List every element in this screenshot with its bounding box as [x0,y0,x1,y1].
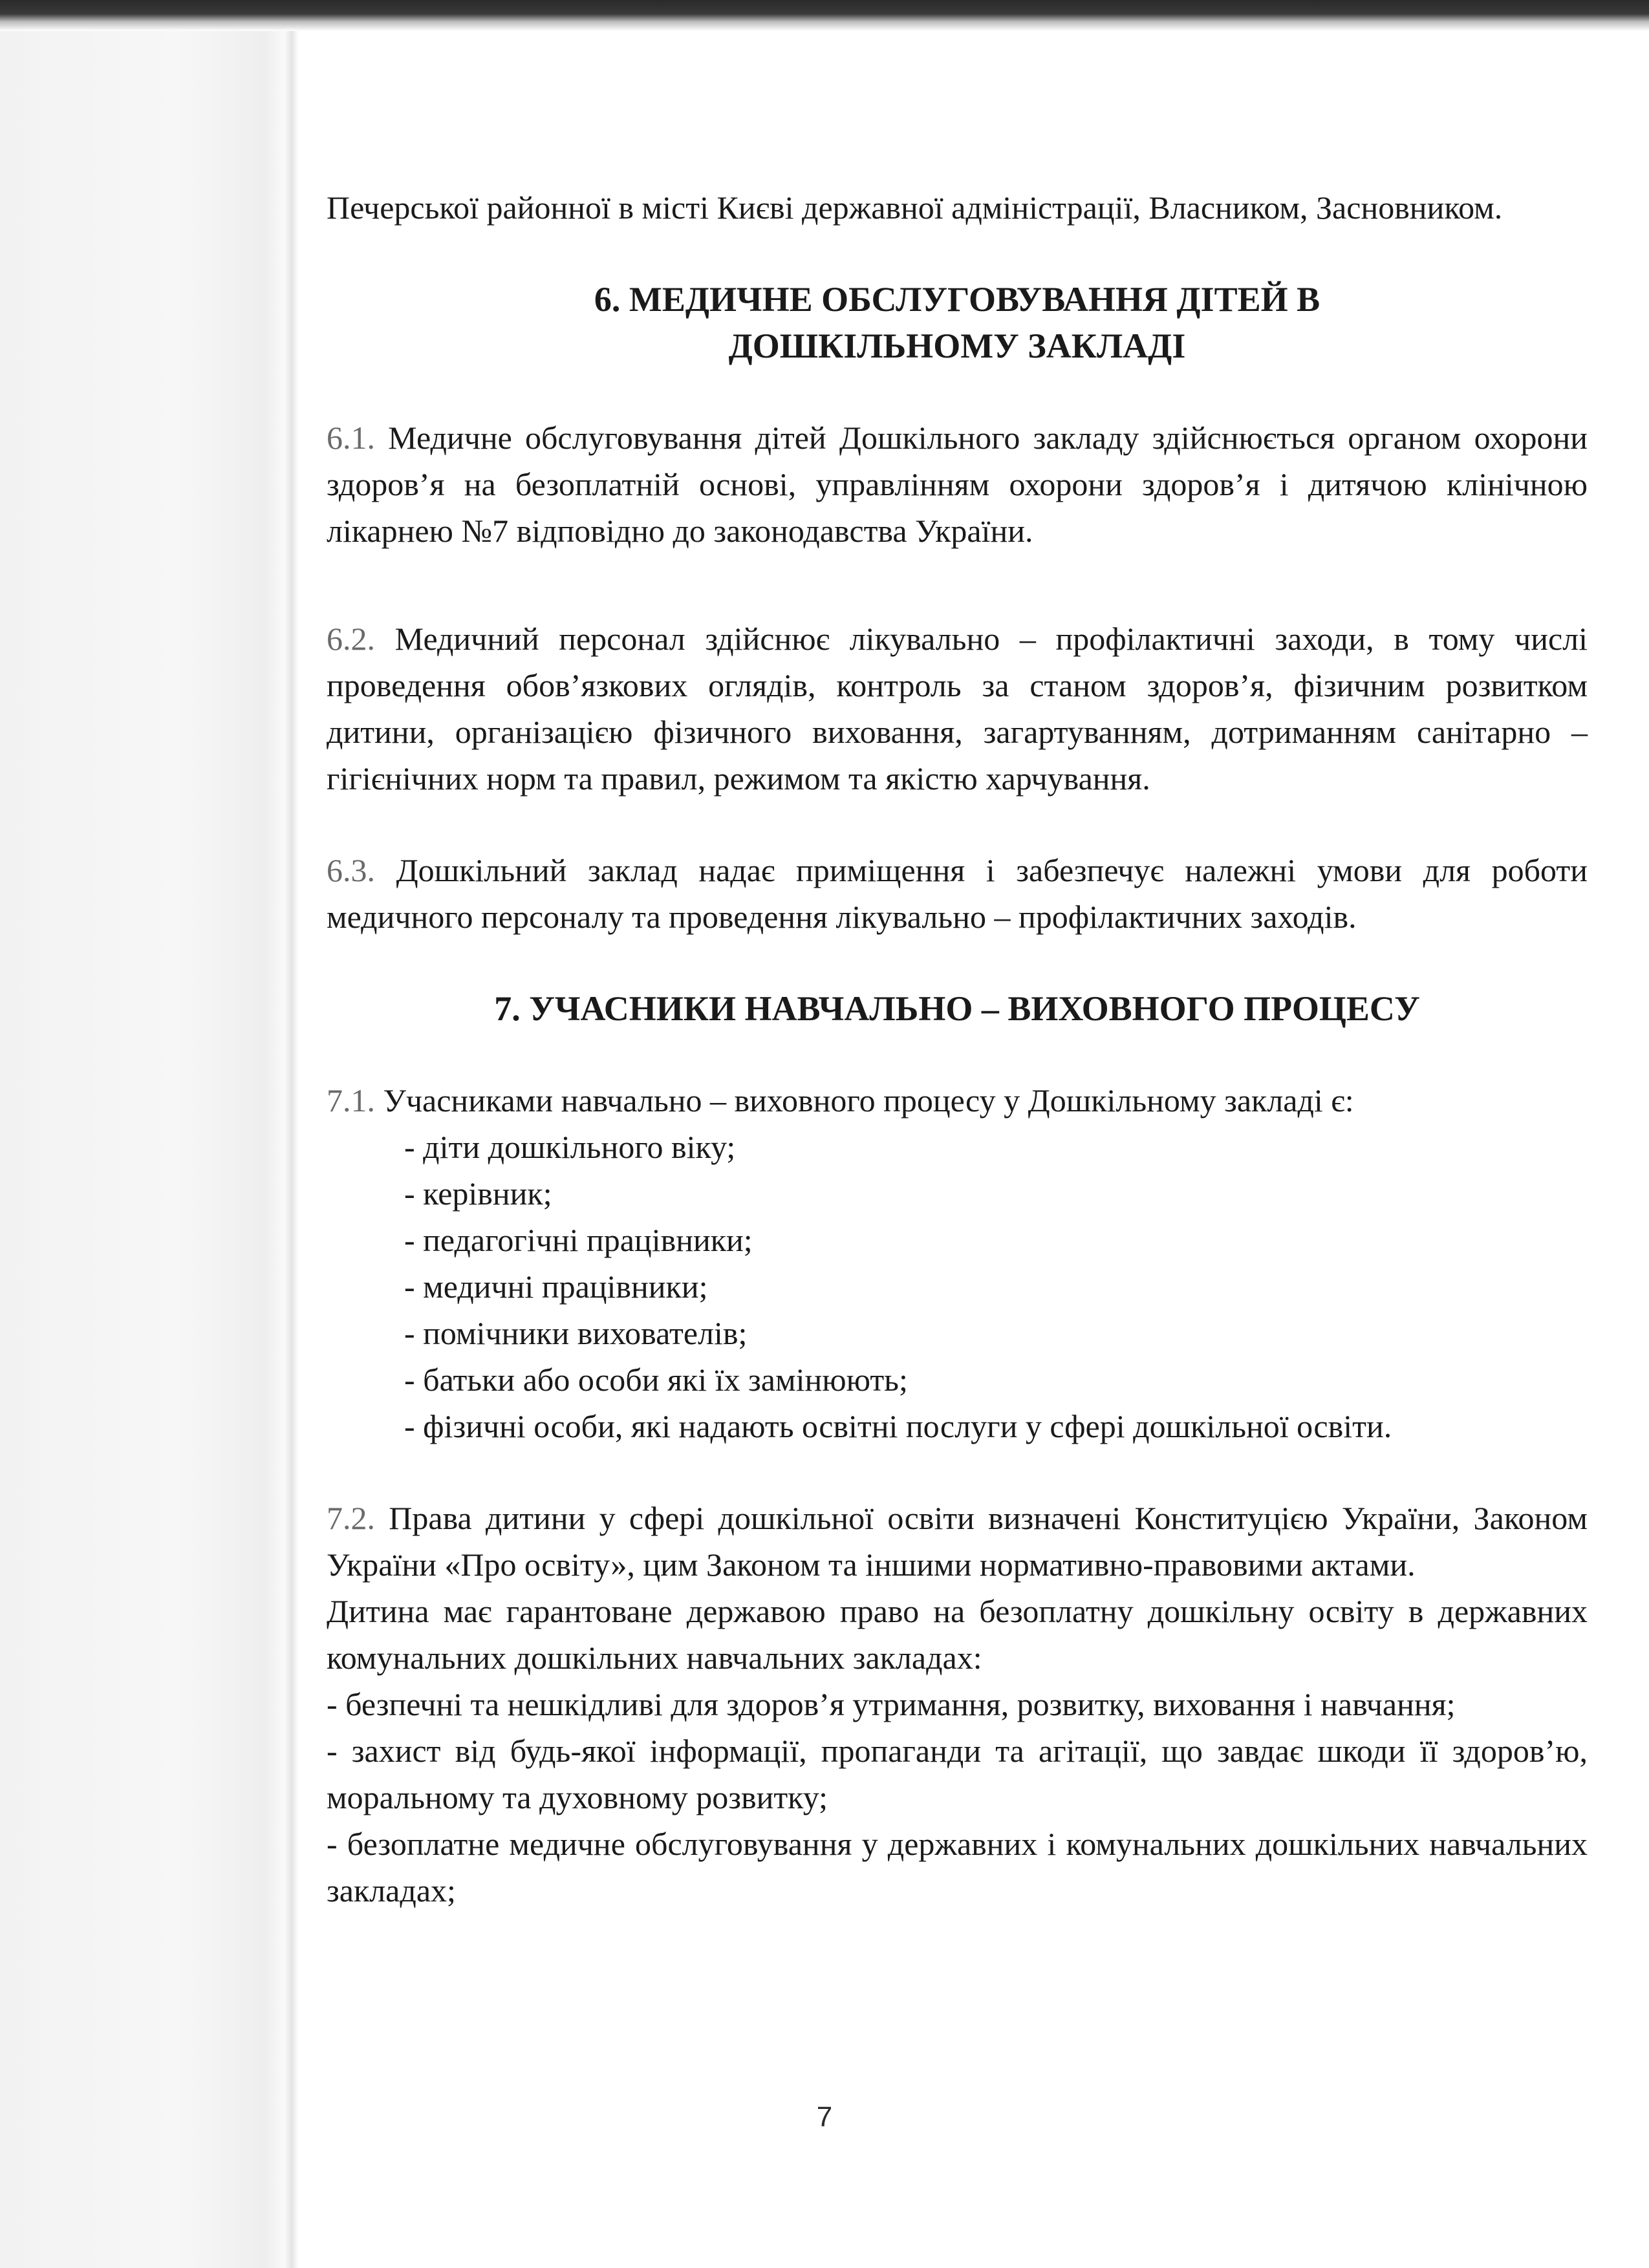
list-item: - діти дошкільного віку; [404,1129,736,1165]
child-right-item: - безпечні та нешкідливі для здоров’я утримання, розвитку, виховання і навчання; [327,1686,1456,1722]
document-page [327,184,1588,1914]
scan-top-edge [0,0,1649,31]
list-item: - медичні працівники; [404,1268,708,1305]
scan-fold-shadow [285,0,299,2268]
list-item: - керівник; [404,1175,552,1212]
section-6-heading [327,276,1588,369]
paragraph-6-3-number: 6.3. [327,852,375,888]
paragraph-7-2 [327,1495,1588,1588]
paragraph-6-2-number: 6.2. [327,621,375,657]
paragraph-7-1 [327,1077,1588,1124]
participants-list [327,1124,1588,1450]
paragraph-6-3-text: Дошкільний заклад надає приміщення і забезпечує належні умови для роботи медичного персоналу та проведення лікувально – профілактичних заходів. [327,852,1588,935]
list-item: - педагогічні працівники; [404,1222,753,1258]
section-7-heading: 7. УЧАСНИКИ НАВЧАЛЬНО – ВИХОВНОГО ПРОЦЕСУ [494,989,1420,1028]
paragraph-6-2-text: Медичний персонал здійснює лікувально – профілактичні заходи, в тому числі проведення обов’язкових оглядів, контроль за станом здоров’я, фізичним розвитком дитини, організацією фізичного виховання, загартуванням, дотриманням санітарно – гігієнічних норм та правил, режимом та якістю харчування. [327,621,1588,797]
paragraph-7-2-number: 7.2. [327,1500,375,1536]
list-item: - батьки або особи які їх замінюють; [404,1362,908,1398]
paragraph-6-1-text: Медичне обслуговування дітей Дошкільного закладу здійснюється органом охорони здоров’я на безоплатній основі, управлінням охорони здоров’я і дитячою клінічною лікарнею №7 відповідно до законодавства України. [327,420,1588,549]
section-6-heading-line-2: ДОШКІЛЬНОМУ ЗАКЛАДІ [728,326,1186,365]
paragraph-6-1-number: 6.1. [327,420,375,456]
continuation-paragraph: Печерської районної в місті Києві державної адміністрації, Власником, Засновником. [327,189,1503,226]
paragraph-7-1-text: Учасниками навчально – виховного процесу у Дошкільному закладі є: [375,1082,1354,1118]
section-6-heading-line-1: 6. МЕДИЧНЕ ОБСЛУГОВУВАННЯ ДІТЕЙ В [594,280,1320,319]
paragraph-7-1-number: 7.1. [327,1082,375,1118]
paragraph-6-2 [327,615,1588,802]
paragraph-6-3 [327,847,1588,940]
child-right-item: - захист від будь-якої інформації, пропаганди та агітації, що завдає шкоди її здоров’ю, моральному та духовному розвитку; [327,1733,1588,1815]
child-right-item: - безоплатне медичне обслуговування у державних і комунальних дошкільних навчальних закладах; [327,1826,1588,1909]
list-item: - фізичні особи, які надають освітні послуги у сфері дошкільної освіти. [404,1408,1392,1444]
paragraph-7-2-text: Права дитини у сфері дошкільної освіти визначені Конституцією України, Законом України «Про освіту», цим Законом та іншими нормативно-правовими актами. [327,1500,1588,1583]
scan-shadow-left [0,0,294,2268]
paragraph-6-1 [327,414,1588,554]
child-rights-intro: Дитина має гарантоване державою право на безоплатну дошкільну освіту в державних комунальних дошкільних навчальних закладах: [327,1593,1588,1676]
page-number: 7 [816,2101,833,2133]
list-item: - помічники вихователів; [404,1315,748,1351]
